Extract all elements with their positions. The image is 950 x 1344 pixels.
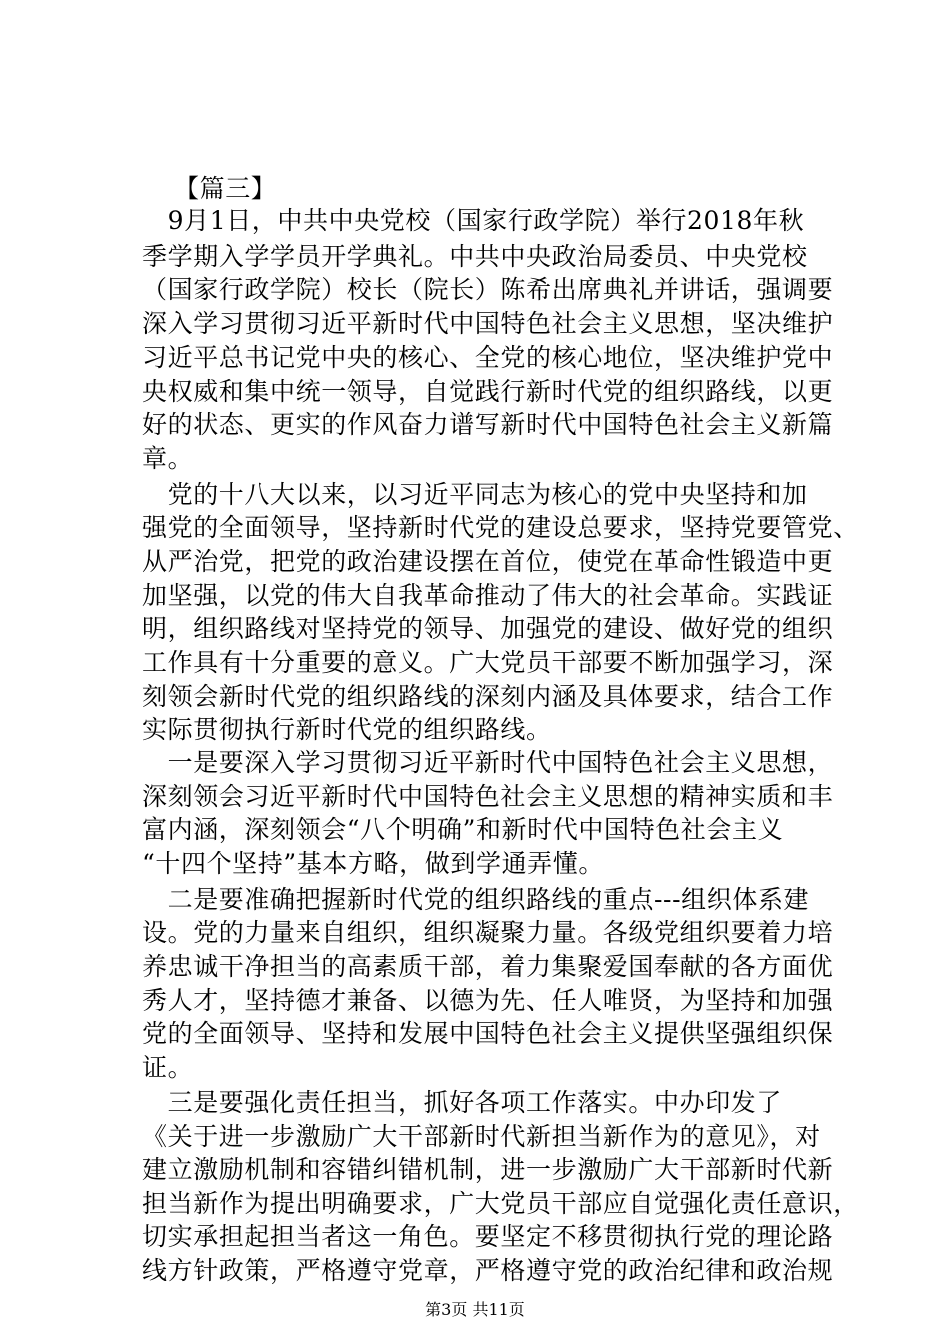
paragraph-2-line-8: 实际贯彻执行新时代党的组织路线。 <box>142 715 552 744</box>
paragraph-5-line-2: 《关于进一步激励广大干部新时代新担当新作为的意见》，对 <box>142 1122 821 1151</box>
paragraph-1-line-4: 深入学习贯彻习近平新时代中国特色社会主义思想，坚决维护 <box>142 309 834 338</box>
paragraph-1-line-5: 习近平总书记党中央的核心、全党的核心地位，坚决维护党中 <box>142 343 834 372</box>
paragraph-3-line-3: 富内涵，深刻领会“八个明确”和新时代中国特色社会主义 <box>142 815 784 844</box>
paragraph-2-line-3: 从严治党，把党的政治建设摆在首位，使党在革命性锻造中更 <box>142 547 834 576</box>
paragraph-4-line-1: 二是要准确把握新时代党的组织路线的重点---组织体系建 <box>142 885 810 914</box>
paragraph-5-line-6: 线方针政策，严格遵守党章，严格遵守党的政治纪律和政治规 <box>142 1256 834 1285</box>
paragraph-1-line-3: （国家行政学院）校长（院长）陈希出席典礼并讲话，强调要 <box>142 275 834 304</box>
paragraph-1-line-2: 季学期入学学员开学典礼。中共中央政治局委员、中央党校 <box>142 242 808 271</box>
paragraph-5-line-5: 切实承担起担当者这一角色。要坚定不移贯彻执行党的理论路 <box>142 1222 834 1251</box>
paragraph-3-line-2: 深刻领会习近平新时代中国特色社会主义思想的精神实质和丰 <box>142 782 834 811</box>
page-footer: 第3页 共11页 <box>425 1300 525 1319</box>
paragraph-4-line-5: 党的全面领导、坚持和发展中国特色社会主义提供坚强组织保 <box>142 1019 834 1048</box>
paragraph-2-line-6: 工作具有十分重要的意义。广大党员干部要不断加强学习，深 <box>142 648 834 677</box>
paragraph-4-line-4: 秀人才，坚持德才兼备、以德为先、任人唯贤，为坚持和加强 <box>142 986 834 1015</box>
paragraph-2-line-7: 刻领会新时代党的组织路线的深刻内涵及具体要求，结合工作 <box>142 682 834 711</box>
paragraph-2-line-1: 党的十八大以来，以习近平同志为核心的党中央坚持和加 <box>142 480 808 509</box>
paragraph-5-line-3: 建立激励机制和容错纠错机制，进一步激励广大干部新时代新 <box>142 1155 834 1184</box>
paragraph-5-line-4: 担当新作为提出明确要求，广大党员干部应自觉强化责任意识， <box>142 1189 859 1218</box>
paragraph-2-line-4: 加坚强，以党的伟大自我革命推动了伟大的社会革命。实践证 <box>142 581 834 610</box>
paragraph-4-line-2: 设。党的力量来自组织，组织凝聚力量。各级党组织要着力培 <box>142 918 834 947</box>
paragraph-3-line-4: “十四个坚持”基本方略，做到学通弄懂。 <box>142 849 604 878</box>
paragraph-5-line-1: 三是要强化责任担当，抓好各项工作落实。中办印发了 <box>142 1088 783 1117</box>
paragraph-4-line-6: 证。 <box>142 1053 194 1082</box>
paragraph-1-line-1: 9月1日，中共中央党校（国家行政学院）举行2018年秋 <box>142 206 805 235</box>
paragraph-3-line-1: 一是要深入学习贯彻习近平新时代中国特色社会主义思想， <box>142 748 834 777</box>
section-heading: 【篇三】 <box>174 174 277 203</box>
paragraph-4-line-3: 养忠诚干净担当的高素质干部，着力集聚爱国奉献的各方面优 <box>142 952 834 981</box>
paragraph-1-line-8: 章。 <box>142 444 194 473</box>
paragraph-1-line-6: 央权威和集中统一领导，自觉践行新时代党的组织路线，以更 <box>142 377 834 406</box>
paragraph-1-line-7: 好的状态、更实的作风奋力谱写新时代中国特色社会主义新篇 <box>142 410 834 439</box>
paragraph-2-line-2: 强党的全面领导，坚持新时代党的建设总要求，坚持党要管党、 <box>142 513 859 542</box>
paragraph-2-line-5: 明，组织路线对坚持党的领导、加强党的建设、做好党的组织 <box>142 614 834 643</box>
